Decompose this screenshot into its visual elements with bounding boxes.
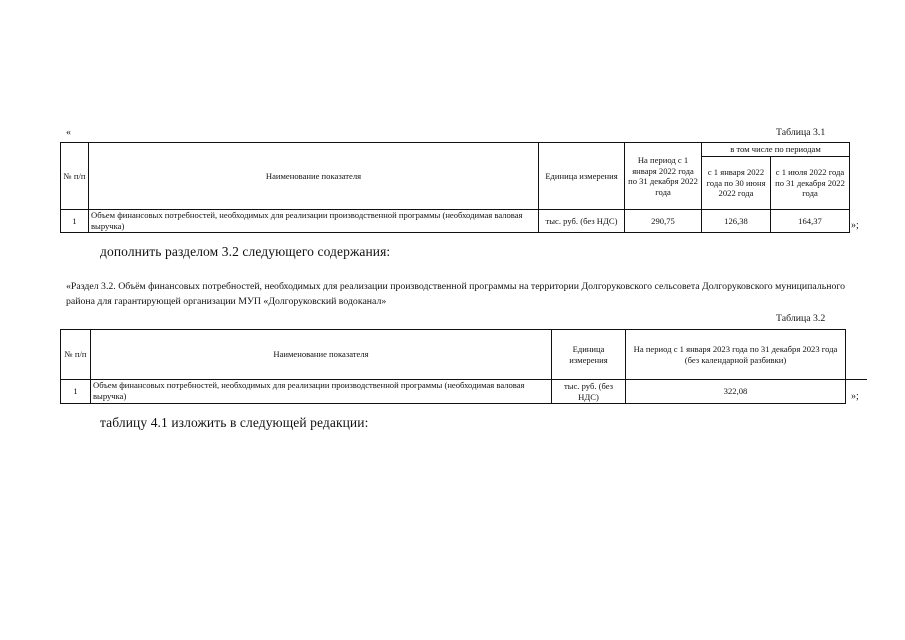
table-3-1-end-mark: »; <box>851 220 859 231</box>
table-3-2-row-no: 1 <box>61 380 91 404</box>
table-3-2-header-no: № п/п <box>61 330 91 380</box>
table-3-1 <box>60 142 850 233</box>
table-3-2-extension-line <box>845 379 867 380</box>
table-3-1-header-sub2: с 1 июля 2022 года по 31 декабря 2022 года <box>771 157 850 210</box>
table-3-1-header-period: На период с 1 января 2022 года по 31 декабря 2022 года <box>625 143 702 210</box>
opening-quote: « <box>66 127 71 138</box>
table-3-2-end-mark: »; <box>851 391 859 402</box>
table-3-1-row-name: Объем финансовых потребностей, необходимых для реализации производственной программы (необходимая валовая выручка) <box>89 210 539 233</box>
table-row <box>61 380 846 404</box>
paragraph-table-4-1: таблицу 4.1 изложить в следующей редакции: <box>100 415 369 430</box>
table-3-1-header-no: № п/п <box>61 143 89 210</box>
table-3-2-row-period: 322,08 <box>626 380 846 404</box>
table-3-1-row-sub2: 164,37 <box>771 210 850 233</box>
table-3-2-header-period: На период с 1 января 2023 года по 31 декабря 2023 года (без календарной разбивки) <box>626 330 846 380</box>
table-3-1-row-sub1: 126,38 <box>702 210 771 233</box>
table-3-2 <box>60 329 846 404</box>
table-3-1-caption: Таблица 3.1 <box>776 127 826 138</box>
table-3-2-header-unit: Единица измерения <box>552 330 626 380</box>
table-3-1-header-subperiods: в том числе по периодам <box>702 143 850 157</box>
table-3-2-header-name: Наименование показателя <box>91 330 552 380</box>
table-3-1-row-period: 290,75 <box>625 210 702 233</box>
table-3-1-row-unit: тыс. руб. (без НДС) <box>539 210 625 233</box>
section-3-2-heading: «Раздел 3.2. Объём финансовых потребностей, необходимых для реализации производственной программы на территории Долгоруковского сельсовета Долгоруковского муниципального района для гарантирующей организации МУП «Долгоруковский водоканал» <box>66 281 846 307</box>
table-3-1-header-unit: Единица измерения <box>539 143 625 210</box>
table-3-1-header-name: Наименование показателя <box>89 143 539 210</box>
table-row <box>61 210 850 233</box>
paragraph-add-section: дополнить разделом 3.2 следующего содержания: <box>100 244 391 259</box>
table-3-2-caption: Таблица 3.2 <box>776 313 826 324</box>
table-3-1-header-sub1: с 1 января 2022 года по 30 июня 2022 года <box>702 157 771 210</box>
table-3-2-row-name: Объем финансовых потребностей, необходимых для реализации производственной программы (необходимая валовая выручка) <box>91 380 552 404</box>
table-3-2-row-unit: тыс. руб. (без НДС) <box>552 380 626 404</box>
table-3-1-row-no: 1 <box>61 210 89 233</box>
